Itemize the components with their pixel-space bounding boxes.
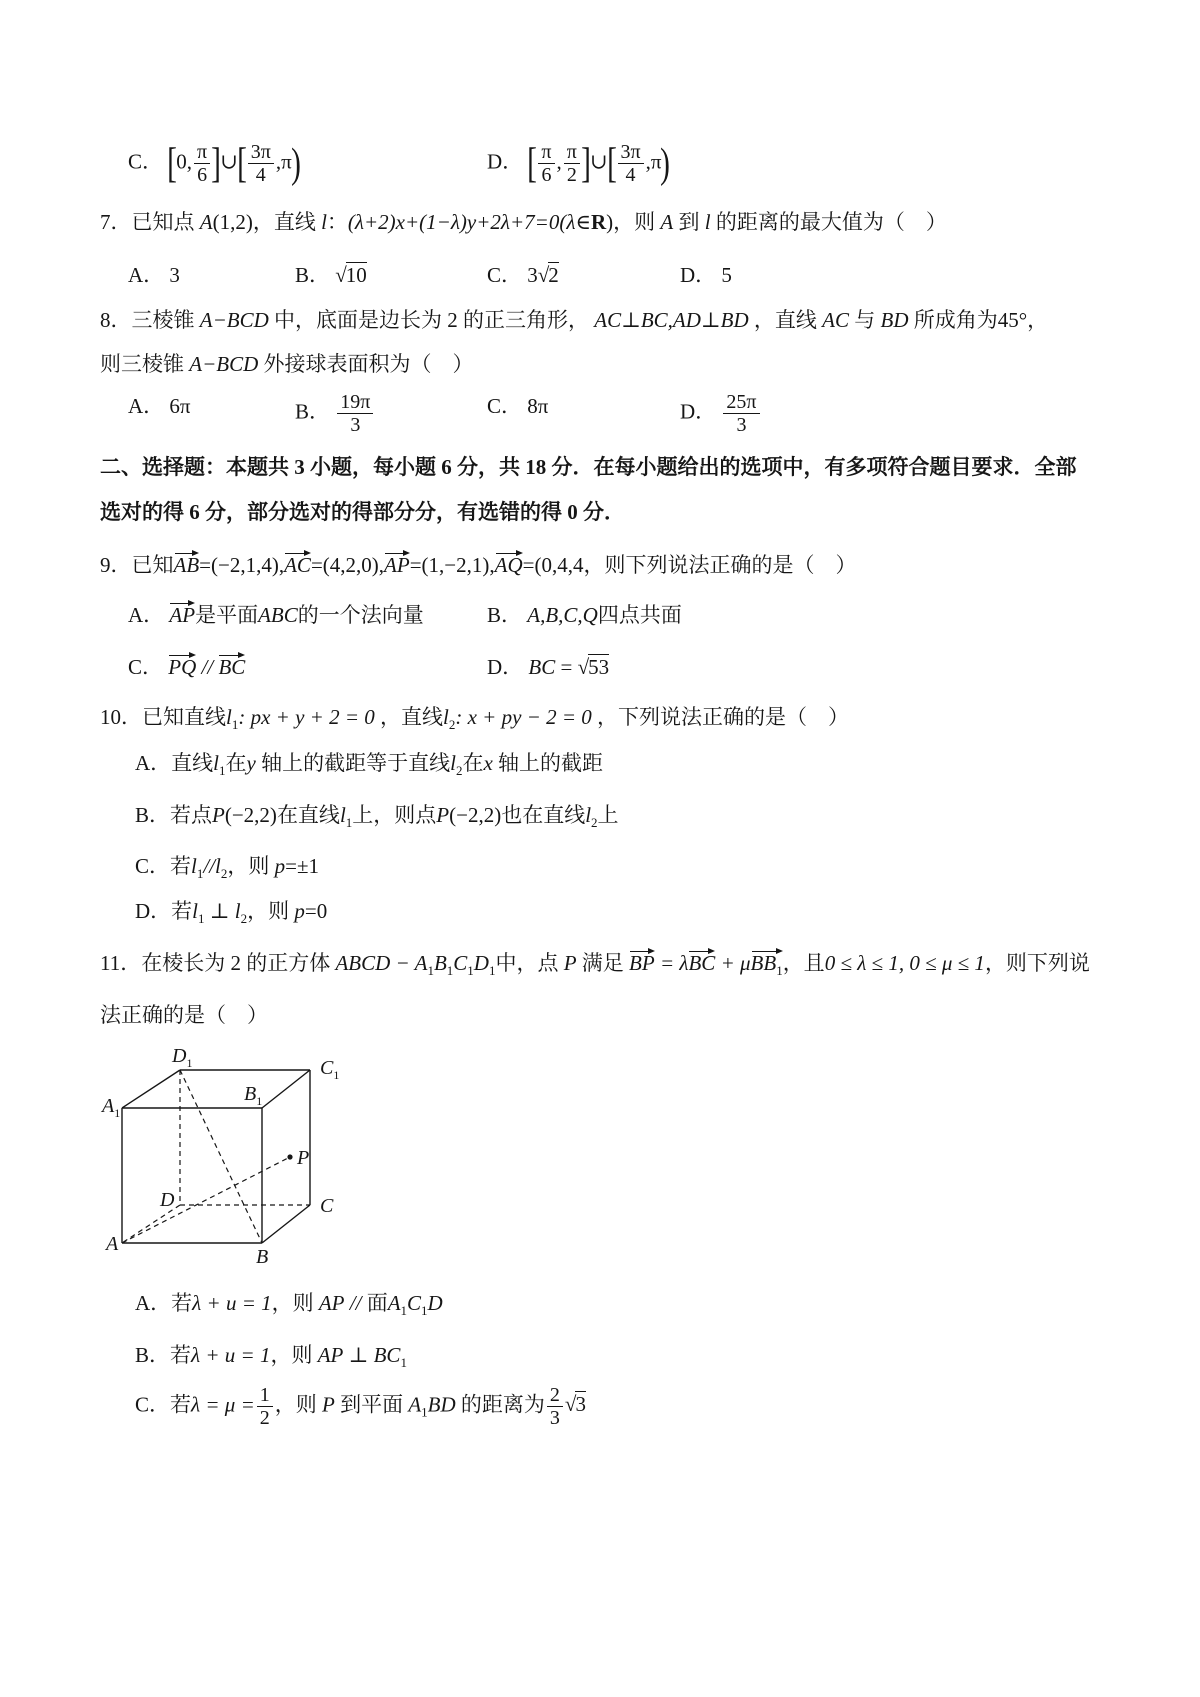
vertex-label-b: B — [256, 1246, 269, 1268]
math-range: 0 ≤ λ ≤ 1, 0 ≤ μ ≤ 1 — [824, 951, 985, 975]
stem-text: ，下列说法正确的是（ ） — [597, 705, 849, 729]
right-bracket: ] — [580, 140, 591, 187]
math-vertex: B — [433, 951, 447, 975]
fraction — [248, 141, 274, 186]
stem-text: 外接球表面积为（ ） — [263, 352, 474, 376]
cube-edge-d1a1 — [122, 1070, 180, 1108]
fraction — [723, 391, 759, 436]
label-letter: C — [320, 1057, 334, 1079]
q8-option-a — [128, 391, 191, 421]
coefficient: 3 — [527, 263, 538, 287]
q11-stem-line1 — [100, 948, 1090, 986]
option-text: 若 — [170, 1392, 192, 1417]
math-vertex: D — [473, 951, 489, 975]
fraction-numerator: π — [194, 141, 210, 164]
stem-text: 在棱长为 — [141, 951, 226, 975]
option-text: ，则 — [274, 1392, 317, 1417]
q9-option-a — [128, 600, 424, 630]
subscript: 2 — [591, 815, 598, 830]
option-label: B． — [487, 603, 523, 627]
subscript: 1 — [345, 815, 353, 830]
fraction-denominator: 2 — [566, 164, 577, 186]
vertex-label-b1 — [244, 1083, 262, 1108]
fraction — [564, 141, 580, 186]
math-line-name: l — [450, 751, 456, 775]
fraction — [618, 141, 644, 186]
option-text: 在直线 — [276, 803, 340, 827]
vector-value: =(1,−2,1), — [409, 553, 495, 577]
option-label: B． — [135, 1343, 171, 1367]
option-text: ，则 — [247, 899, 290, 923]
option-label: A． — [128, 394, 165, 418]
math-segment: AP — [317, 1343, 344, 1367]
math-line-name: l — [443, 705, 449, 729]
vertex-label-c: C — [320, 1195, 334, 1217]
option-label: C． — [135, 854, 171, 878]
q8-option-d — [680, 391, 762, 436]
option-label: D． — [487, 655, 524, 679]
math-number: 2 — [447, 308, 458, 332]
math-axis: y — [246, 751, 256, 775]
q8-stem-line1 — [100, 305, 1048, 335]
math-condition: λ + u = 1 — [191, 1343, 271, 1367]
math-text: ,π — [645, 149, 662, 174]
option-label: C． — [487, 263, 523, 287]
question-number: 11． — [100, 951, 142, 975]
q7-option-b — [295, 260, 367, 290]
q11-option-a — [135, 1288, 443, 1326]
q7-option-d — [680, 260, 732, 290]
q9-stem — [100, 550, 856, 580]
math-vertex: A — [408, 1392, 422, 1417]
stem-text: 所成角为 — [913, 308, 998, 332]
left-bracket: [ — [606, 140, 617, 187]
union-symbol: ∪ — [589, 149, 608, 174]
option-text: ，则 — [227, 854, 270, 878]
vector: AC — [284, 550, 311, 580]
math-line-name: l — [213, 751, 220, 775]
math-line-name: l — [226, 705, 232, 729]
option-label: D． — [680, 263, 717, 287]
left-bracket: [ — [167, 140, 178, 187]
option-text: 上，则点 — [352, 803, 437, 827]
label-letter: D — [172, 1045, 187, 1067]
cube-edge-bc — [262, 1205, 310, 1243]
stem-text: 的正三角形， — [463, 308, 589, 332]
perpendicular-symbol: ⊥ — [209, 899, 230, 923]
math-tetrahedron: A−BCD — [199, 308, 269, 332]
subscript: 1 — [219, 763, 226, 778]
math-text: + μ — [720, 951, 751, 975]
fraction-numerator: 3π — [248, 141, 274, 164]
math-text: = — [560, 655, 573, 679]
option-text: 是平面 — [195, 603, 259, 627]
math-point: P — [212, 803, 225, 827]
question-number: 9． — [100, 553, 132, 577]
label-subscript: 1 — [186, 1056, 193, 1070]
right-paren: ) — [660, 140, 671, 187]
fraction — [538, 141, 554, 186]
q8-stem-line2 — [100, 349, 474, 379]
option-text: 在 — [462, 751, 484, 775]
q6-option-d — [487, 141, 669, 186]
vertex-label-a1 — [100, 1095, 120, 1120]
q10-option-a — [135, 748, 603, 786]
fraction-denominator: 4 — [255, 164, 266, 186]
radicand: 3 — [575, 1392, 586, 1417]
option-text: 到平面 — [340, 1392, 404, 1417]
parallel-symbol: // — [203, 854, 216, 878]
option-label: D． — [487, 149, 524, 174]
q11-option-b — [135, 1340, 407, 1378]
option-label: D． — [680, 399, 717, 424]
math-number: 2 — [230, 951, 241, 975]
subscript: 1 — [446, 963, 454, 978]
option-text: 的距离为 — [460, 1392, 545, 1417]
math-point: A — [199, 210, 213, 234]
option-label: C． — [487, 394, 523, 418]
fraction-denominator: 4 — [625, 164, 636, 186]
stem-text: 已知点 — [131, 210, 195, 234]
vector: PQ — [168, 652, 196, 682]
fraction-numerator: π — [538, 141, 554, 164]
vector: BC — [688, 948, 715, 978]
math-condition: AC⊥BC,AD⊥BD — [594, 308, 749, 332]
fraction-numerator: 2 — [547, 1384, 563, 1407]
q10-option-c — [135, 851, 319, 889]
math-segment: BC — [528, 655, 556, 679]
math-text: = λ — [659, 951, 689, 975]
math-condition: λ = μ = — [191, 1392, 255, 1417]
stem-text: ，则下列说法正确的是（ ） — [583, 553, 857, 577]
right-paren: ) — [290, 140, 301, 187]
section-heading-line1: 二、选择题：本题共 3 小题，每小题 6 分，共 18 分．在每小题给出的选项中，有多项符合题目要求．全部 — [100, 455, 1077, 479]
question-number: 7． — [100, 210, 132, 234]
fraction-denominator: 3 — [736, 414, 747, 436]
math-text: , — [556, 149, 562, 174]
subscript: 1 — [421, 1404, 428, 1420]
subscript: 2 — [448, 717, 456, 732]
q6-option-c — [128, 141, 300, 186]
line-equation: : px + y + 2 = 0 — [238, 705, 375, 729]
option-text: 四点共面 — [597, 603, 682, 627]
perpendicular-symbol: ⊥ — [348, 1343, 369, 1367]
option-text: 轴上的截距 — [498, 751, 604, 775]
q11-option-c — [135, 1384, 586, 1429]
q10-option-b — [135, 800, 619, 838]
vector-letters: BB — [750, 951, 777, 975]
vertex-label-c1 — [320, 1057, 339, 1082]
math-text: (−2,2) — [449, 803, 502, 827]
label-subscript: 1 — [333, 1068, 340, 1082]
q10-stem — [100, 702, 849, 740]
label-subscript: 1 — [114, 1106, 121, 1120]
q9-option-c — [128, 652, 245, 682]
option-text: 上 — [597, 803, 619, 827]
math-point: A — [660, 210, 674, 234]
option-label: C． — [128, 655, 164, 679]
subscript: 1 — [467, 963, 474, 978]
math-line-name: l — [191, 854, 197, 878]
stem-text: ，则下列说 — [984, 951, 1090, 975]
stem-text: 中，点 — [495, 951, 559, 975]
question-number: 8． — [100, 308, 132, 332]
stem-text: ，则 — [613, 210, 656, 234]
math-angle: 45° — [997, 308, 1028, 332]
math-axis: x — [483, 751, 493, 775]
sqrt-symbol: √ — [537, 263, 550, 287]
math-condition: λ + u = 1 — [192, 1291, 272, 1315]
option-label: C． — [135, 1392, 171, 1417]
option-value: 8π — [527, 394, 549, 418]
segment-ap — [122, 1157, 290, 1243]
stem-text: ： — [326, 210, 348, 234]
stem-text: ，且 — [782, 951, 825, 975]
option-text: 若 — [171, 1291, 193, 1315]
math-vertex: C — [453, 951, 468, 975]
vector: BP — [629, 948, 655, 978]
option-text: 也在直线 — [501, 803, 586, 827]
sqrt-symbol: √ — [577, 655, 590, 679]
math-line-name: l — [704, 210, 711, 234]
stem-text: ， — [1027, 308, 1049, 332]
option-text: 在 — [225, 751, 247, 775]
radicand: 10 — [345, 263, 367, 287]
vector: AQ — [495, 550, 523, 580]
vector — [751, 948, 783, 986]
vertex-label-d1 — [171, 1045, 192, 1070]
stem-text: 中，底面是边长为 — [274, 308, 442, 332]
fraction-numerator: 3π — [618, 141, 644, 164]
question-number: 10． — [100, 705, 142, 729]
vertex-label-a: A — [106, 1233, 119, 1255]
option-label: B． — [135, 803, 171, 827]
point-p-dot — [287, 1154, 292, 1159]
math-points: A,B,C,Q — [527, 603, 598, 627]
math-text: ) — [606, 210, 614, 234]
radicand: 53 — [588, 655, 610, 679]
math-segment: BD — [427, 1392, 456, 1417]
option-text: 若 — [171, 899, 193, 923]
q10-option-d — [135, 896, 327, 934]
vector-value: =(4,2,0), — [310, 553, 385, 577]
radicand: 2 — [548, 263, 559, 287]
math-line-name: l — [585, 803, 592, 827]
fraction-numerator: 1 — [257, 1384, 273, 1407]
subscript: 1 — [198, 911, 205, 926]
fraction-denominator: 3 — [350, 414, 361, 436]
math-text: 0, — [176, 149, 193, 174]
option-label: A． — [135, 1291, 172, 1315]
math-tetrahedron: A−BCD — [189, 352, 259, 376]
right-bracket: ] — [211, 140, 222, 187]
math-variable: p — [274, 854, 286, 878]
fraction-numerator: 19π — [337, 391, 373, 414]
union-symbol: ∪ — [220, 149, 238, 174]
stem-text: 已知 — [131, 553, 174, 577]
stem-text: ，直线 — [252, 210, 316, 234]
math-plane: ABC — [258, 603, 298, 627]
option-text: 直线 — [171, 751, 214, 775]
stem-text: 三棱锥 — [131, 308, 195, 332]
fraction-numerator: π — [564, 141, 580, 164]
fraction-denominator: 6 — [541, 164, 552, 186]
math-line-name: l — [321, 210, 327, 234]
option-text: 若点 — [170, 803, 213, 827]
math-vertex: C — [407, 1291, 422, 1315]
q9-option-b — [487, 600, 682, 630]
fraction — [547, 1384, 563, 1429]
stem-text: 与 — [854, 308, 876, 332]
stem-text: 到 — [678, 210, 700, 234]
option-label: A． — [128, 603, 165, 627]
fraction-denominator: 6 — [197, 164, 208, 186]
subscript: 1 — [776, 963, 783, 978]
math-segment: BD — [880, 308, 909, 332]
option-text: 若 — [170, 1343, 192, 1367]
math-point: P — [563, 951, 577, 975]
parallel-symbol: // — [201, 655, 214, 679]
stem-text: 则三棱锥 — [100, 352, 184, 376]
stem-text: ，直线 — [753, 308, 817, 332]
label-letter: B — [244, 1083, 257, 1105]
option-label: B． — [295, 263, 331, 287]
fraction — [337, 391, 373, 436]
q7-option-c — [487, 260, 559, 290]
math-line-name: l — [215, 854, 221, 878]
option-value: 3 — [169, 263, 180, 287]
math-vertex: D — [427, 1291, 443, 1315]
fraction — [257, 1384, 273, 1429]
vector: AP — [384, 550, 410, 580]
subscript: 1 — [400, 1303, 408, 1318]
subscript: 1 — [421, 1303, 428, 1318]
stem-text: ，直线 — [380, 705, 443, 729]
q8-option-c — [487, 391, 548, 421]
stem-text: 满足 — [581, 951, 624, 975]
option-text: ，则 — [270, 1343, 313, 1367]
math-text: (1,2) — [212, 210, 253, 234]
math-line-name: l — [339, 803, 346, 827]
math-variable: p — [294, 899, 305, 923]
math-line-name: l — [192, 899, 199, 923]
vector: AB — [174, 550, 200, 580]
cube-figure — [100, 1040, 360, 1270]
math-segment: BC — [373, 1343, 401, 1367]
math-vertex: A — [387, 1291, 401, 1315]
sqrt-symbol: √ — [564, 1392, 577, 1417]
subscript: 1 — [400, 1355, 407, 1370]
option-label: C． — [128, 149, 164, 174]
sqrt-symbol: √ — [335, 263, 347, 287]
stem-text: 的距离的最大值为（ ） — [715, 210, 947, 234]
subscript: 1 — [488, 963, 496, 978]
subscript: 1 — [427, 963, 434, 978]
option-label: B． — [295, 399, 331, 424]
section-heading-line2: 选对的得 6 分，部分选对的得部分分，有选错的得 0 分． — [100, 500, 625, 524]
subscript: 2 — [455, 763, 463, 778]
option-text: ，则 — [271, 1291, 314, 1315]
vector: AP — [169, 600, 195, 630]
option-text: 若 — [170, 854, 192, 878]
math-segment: AP — [318, 1291, 345, 1315]
fraction — [194, 141, 210, 186]
label-letter: A — [102, 1095, 115, 1117]
vector-value: =(0,4,4 — [522, 553, 584, 577]
vertex-label-d: D — [160, 1189, 175, 1211]
real-numbers-symbol: R — [590, 210, 607, 234]
q11-stem-line2: 法正确的是（ ） — [100, 1003, 268, 1027]
subscript: 1 — [231, 717, 239, 732]
math-segment: AC — [822, 308, 849, 332]
left-bracket: [ — [527, 140, 538, 187]
line-equation: (λ+2)x+(1−λ)y+2λ+7=0(λ∈ — [347, 210, 591, 234]
option-label: A． — [135, 751, 172, 775]
left-bracket: [ — [236, 140, 247, 187]
option-value: 6π — [169, 394, 191, 418]
math-text: ,π — [275, 149, 292, 174]
math-text: =±1 — [285, 854, 319, 878]
math-line-name: l — [234, 899, 241, 923]
subscript: 2 — [220, 866, 228, 881]
stem-text: 的正方体 — [246, 951, 331, 975]
option-text: 面 — [366, 1291, 388, 1315]
label-subscript: 1 — [256, 1094, 263, 1108]
q7-option-a — [128, 260, 180, 290]
point-label-p: P — [297, 1147, 310, 1169]
math-text: =0 — [304, 899, 328, 923]
math-text: (−2,2) — [224, 803, 277, 827]
option-value: 5 — [721, 263, 732, 287]
fraction-denominator: 3 — [549, 1407, 560, 1429]
fraction-denominator: 2 — [259, 1407, 270, 1429]
option-label: A． — [128, 263, 165, 287]
parallel-symbol: // — [349, 1291, 362, 1315]
subscript: 2 — [240, 911, 248, 926]
option-text: 的一个法向量 — [297, 603, 424, 627]
line-equation: : x + py − 2 = 0 — [455, 705, 592, 729]
math-cube: ABCD − A — [335, 951, 428, 975]
option-text: 轴上的截距等于直线 — [261, 751, 451, 775]
vector-value: =(−2,1,4), — [199, 553, 285, 577]
cube-edge-b1c1 — [262, 1070, 310, 1108]
q7-stem — [100, 207, 947, 237]
math-point: P — [436, 803, 450, 827]
fraction-numerator: 25π — [723, 391, 759, 414]
option-label: D． — [135, 899, 172, 923]
math-point: P — [322, 1392, 335, 1417]
q8-option-b — [295, 391, 375, 436]
subscript: 1 — [196, 866, 204, 881]
q9-option-d — [487, 652, 609, 682]
stem-text: 已知直线 — [142, 705, 226, 729]
vector: BC — [218, 652, 245, 682]
